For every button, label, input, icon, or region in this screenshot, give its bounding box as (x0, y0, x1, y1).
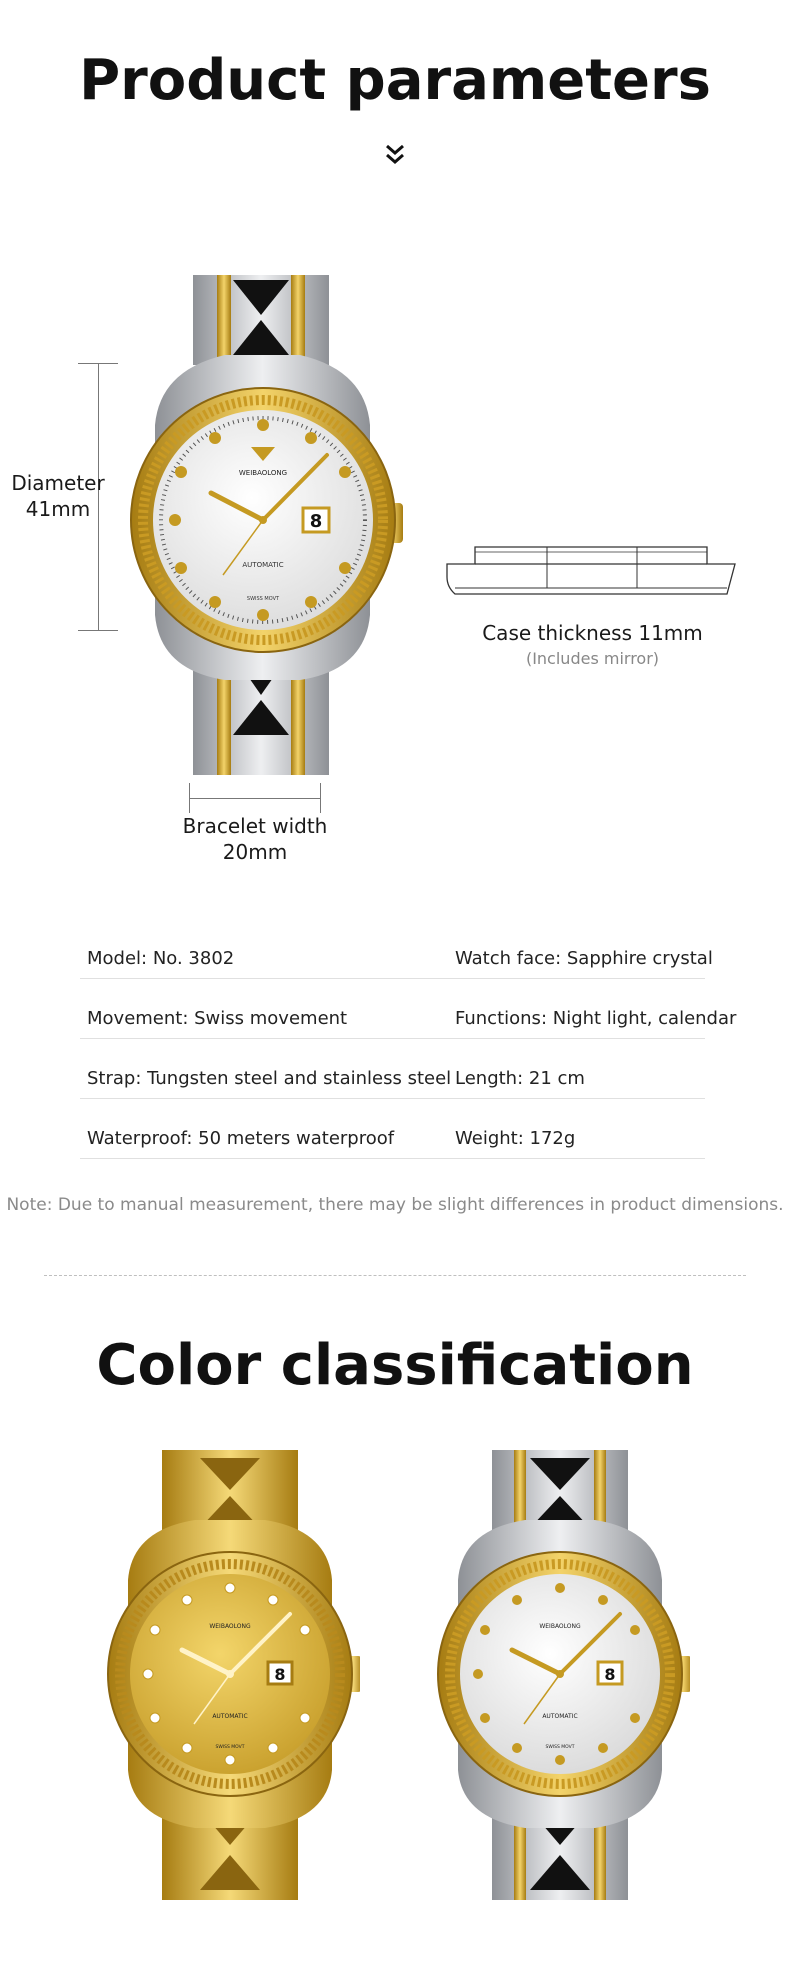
thickness-label (445, 620, 740, 672)
silver-dial-brand: WEIBAOLONG (539, 1623, 581, 1630)
spec-length: Length: 21 cm (455, 1068, 585, 1089)
spec-divider (80, 1098, 705, 1099)
silver-dial-automatic: AUTOMATIC (542, 1713, 578, 1720)
spec-divider (80, 978, 705, 979)
bracelet-label (165, 813, 345, 865)
gold-dial-automatic: AUTOMATIC (212, 1713, 248, 1720)
spec-divider (80, 1158, 705, 1159)
diameter-value: 41mm (25, 497, 91, 521)
watch-variant-silver[interactable] (430, 1450, 690, 1900)
thickness-note: (Includes mirror) (525, 649, 660, 668)
spec-divider (80, 1038, 705, 1039)
spec-waterproof: Waterproof: 50 meters waterproof (87, 1128, 395, 1149)
silver-dial-swiss: SWISS MOVT (545, 1745, 575, 1750)
dial-brand: WEIBAOLONG (238, 469, 288, 477)
gold-dial-brand: WEIBAOLONG (209, 1623, 251, 1630)
silver-watch-illustration (430, 1450, 690, 1900)
gold-watch-illustration (100, 1450, 360, 1900)
diameter-label (8, 470, 108, 522)
measurement-note: Note: Due to manual measurement, there may be slight differences in product dimensions. (6, 1195, 784, 1215)
watch-variant-gold[interactable] (100, 1450, 360, 1900)
spec-functions: Functions: Night light, calendar (455, 1008, 737, 1029)
thickness-title: Case thickness 11mm (482, 621, 703, 645)
case-side-view (445, 542, 740, 600)
gold-dial-date: 8 (274, 1665, 286, 1684)
dial-automatic: AUTOMATIC (242, 561, 284, 569)
spec-weight: Weight: 172g (455, 1128, 576, 1149)
spec-model: Model: No. 3802 (87, 948, 235, 969)
color-section-title: Color classification (96, 1333, 694, 1398)
silver-dial-date: 8 (604, 1665, 616, 1684)
spec-strap: Strap: Tungsten steel and stainless steel (87, 1068, 452, 1089)
chevron-double-down-icon (383, 143, 407, 167)
bracelet-width-line (189, 783, 321, 813)
diameter-title: Diameter (11, 471, 105, 495)
watch-illustration (115, 275, 415, 775)
dial-swiss: SWISS MOVT (246, 596, 280, 602)
gold-dial-swiss: SWISS MOVT (215, 1745, 245, 1750)
section-divider (44, 1275, 746, 1276)
spec-watch-face: Watch face: Sapphire crystal (455, 948, 713, 969)
dial-date: 8 (309, 511, 323, 532)
spec-movement: Movement: Swiss movement (87, 1008, 348, 1029)
bracelet-title: Bracelet width (182, 814, 328, 838)
bracelet-value: 20mm (222, 840, 288, 864)
main-watch-image (115, 275, 415, 775)
page-title: Product parameters (79, 48, 711, 113)
